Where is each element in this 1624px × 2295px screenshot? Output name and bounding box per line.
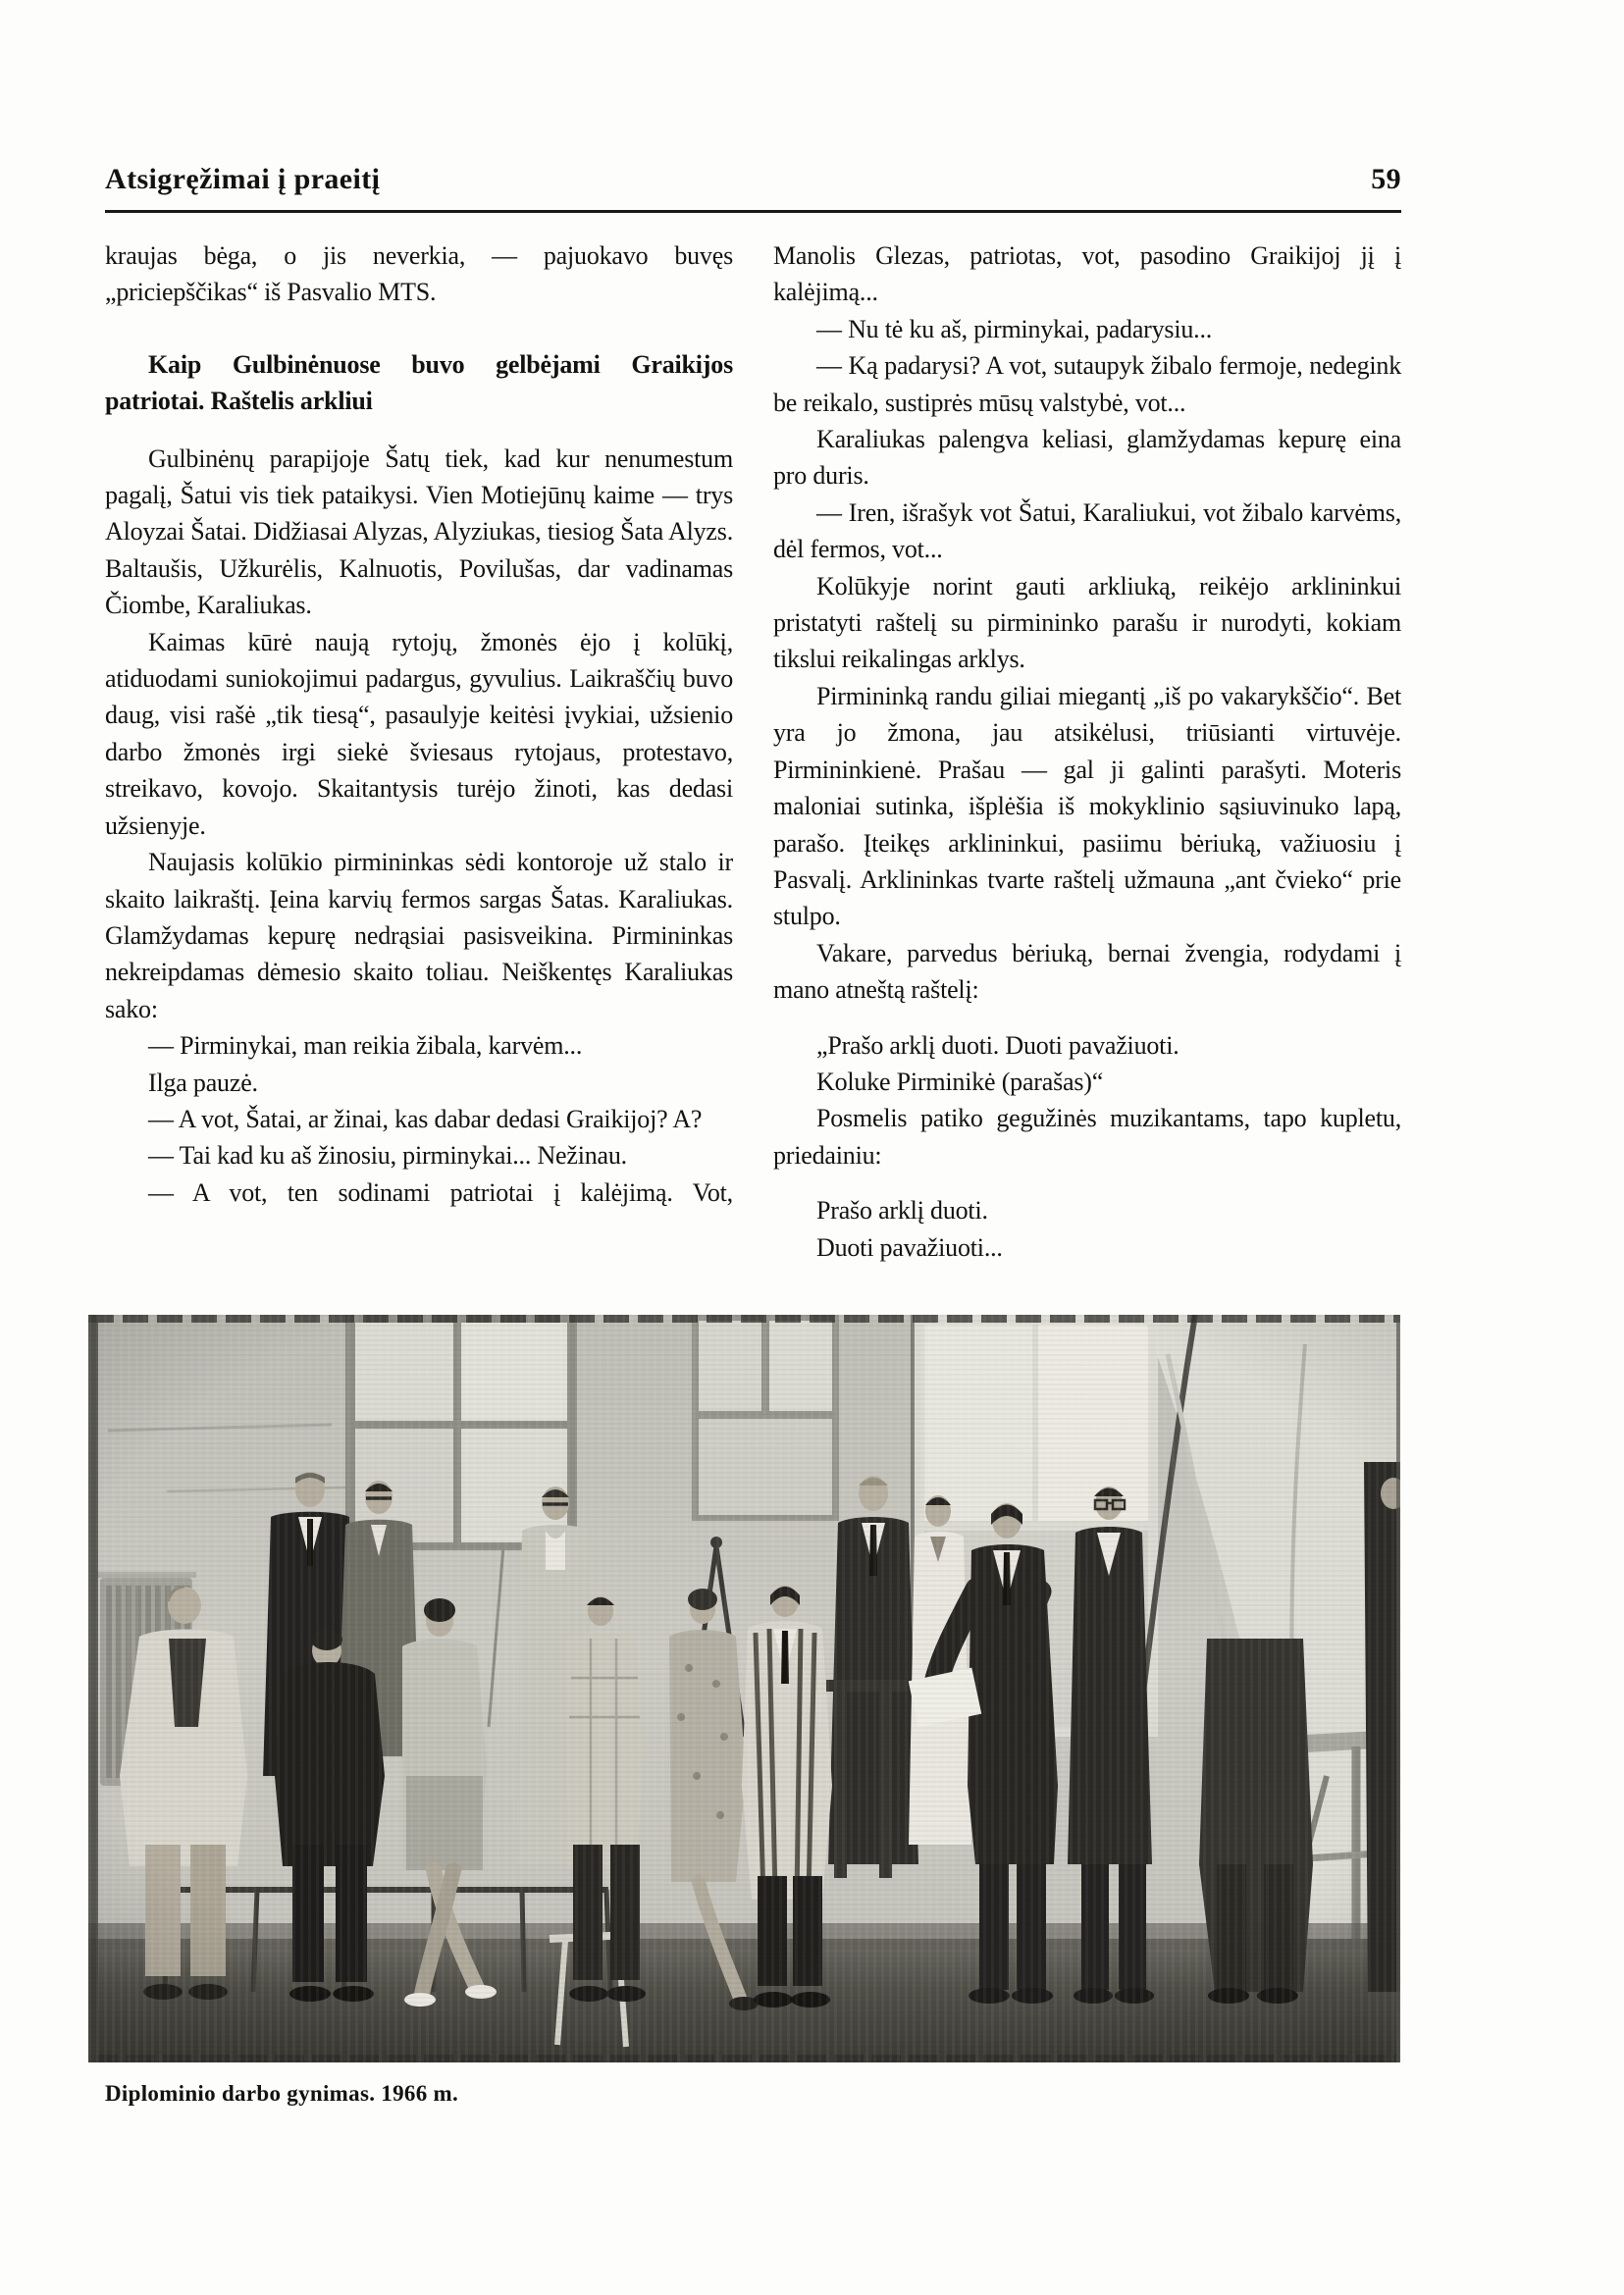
paragraph: Naujasis kolūkio pirmininkas sėdi kontoroje už stalo ir skaito laikraštį. Įeina karvių fermos sargas Šatas. Karaliukas. Glamžydamas kepurę nedrąsiai pasisveikina. Pirmininkas nekreipdamas dėmesio skaito toliau. Neiškentęs Karaliukas sako: xyxy=(105,848,733,1023)
verse-line: Prašo arklį duoti. xyxy=(816,1196,988,1226)
dialogue-line: — Ką padarysi? A vot, sutaupyk žibalo fermoje, nedegink be reikalo, sustiprės mūsų valstybė, vot... xyxy=(773,351,1401,417)
verse-line: Duoti pavažiuoti... xyxy=(816,1232,1003,1262)
photo-scan-edges xyxy=(88,1315,1400,2062)
dialogue-line: — A vot, Šatai, ar žinai, kas dabar dedasi Graikijoj? A? xyxy=(148,1104,703,1133)
paragraph: Kolūkyje norint gauti arkliuką, reikėjo arklininkui pristatyti raštelį su pirmininko parašu ir nurodyti, kokiam tikslui reikalingas arklys. xyxy=(773,571,1401,674)
page-title: Atsigręžimai į praeitį xyxy=(105,163,381,195)
note-quote xyxy=(773,1027,1401,1101)
photo xyxy=(88,1315,1400,2062)
note-line: „Prašo arklį duoti. Duoti pavažiuoti. xyxy=(816,1030,1179,1060)
paragraph: Ilga pauzė. xyxy=(148,1068,258,1097)
dialogue-line: — Tai kad ku aš žinosiu, pirminykai... Nežinau. xyxy=(148,1141,627,1171)
right-column xyxy=(773,237,1401,1266)
paragraph: Karaliukas palengva keliasi, glamžydamas kepurę eina pro duris. xyxy=(773,425,1401,491)
note-line: Koluke Pirminikė (parašas)“ xyxy=(816,1067,1104,1096)
paragraph: Gulbinėnų parapijoje Šatų tiek, kad kur nenumestum pagalį, Šatui vis tiek pataikysi. Vien Motiejūnų kaime — trys Aloyzai Šatai. Didžiasai Alyzas, Alyziukas, tiesiog Šata Alyzs. Baltaušis, Užkurėlis, Kalnuotis, Povilušas, dar vadinamas Čiombe, Karaliukas. xyxy=(105,443,733,620)
text-columns xyxy=(105,237,1401,1266)
dialogue-line: — Nu tė ku aš, pirminykai, padarysiu... xyxy=(816,314,1213,343)
photo-caption: Diplominio darbo gynimas. 1966 m. xyxy=(105,2081,459,2106)
header-rule xyxy=(105,210,1401,213)
dialogue-line: — Pirminykai, man reikia žibala, karvėm... xyxy=(148,1031,583,1061)
paragraph: Manolis Glezas, patriotas, vot, pasodino Graikijoj jį į kalėjimą... xyxy=(773,241,1401,307)
paragraph: Kaimas kūrė naują rytojų, žmonės ėjo į kolūkį, atiduodami suniokojimui padargus, gyvulius. Laikraščių buvo daug, visi rašė „tik tiesą“, pasaulyje keitėsi įvykiai, užsienio darbo žmonės irgi siekė šviesaus rytojaus, protestavo, streikavo, kovojo. Skaitantysis turėjo žinoti, kas dedasi užsienyje. xyxy=(105,627,733,840)
left-column xyxy=(105,237,733,1266)
paragraph: Pirmininką randu giliai miegantį „iš po vakarykščio“. Bet yra jo žmona, jau atsikėlusi, triūsianti virtuvėje. Pirmininkienė. Prašau — gal ji galinti parašyti. Moteris maloniai sutinka, išplėšia iš mokyklinio sąsiuvinuko lapą, parašo. Įteikęs arklininkui, pasiimu bėriuką, važiuosiu į Pasvalį. Arklininkas tvarte raštelį užmauna „ant čvieko“ prie stulpo. xyxy=(773,681,1401,931)
page-number: 59 xyxy=(1371,163,1401,195)
running-head xyxy=(105,163,1401,196)
dialogue-line: — A vot, ten sodinami patriotai į kalėjimą. Vot, xyxy=(148,1177,733,1207)
dialogue-line: — Iren, išrašyk vot Šatui, Karaliukui, vot žibalo karvėms, dėl fermos, vot... xyxy=(773,497,1401,564)
verse xyxy=(773,1192,1401,1266)
paragraph: kraujas bėga, o jis neverkia, — pajuokavo buvęs „priciepščikas“ iš Pasvalio MTS. xyxy=(105,241,733,307)
paragraph: Posmelis patiko gegužinės muzikantams, tapo kupletu, priedainiu: xyxy=(773,1104,1401,1170)
section-heading: Kaip Gulbinėnuose buvo gelbėjami Graikijos patriotai. Raštelis arkliui xyxy=(105,349,733,416)
paragraph: Vakare, parvedus bėriuką, bernai žvengia, rodydami į mano atneštą raštelį: xyxy=(773,938,1401,1005)
photo-illustration xyxy=(88,1315,1400,2062)
